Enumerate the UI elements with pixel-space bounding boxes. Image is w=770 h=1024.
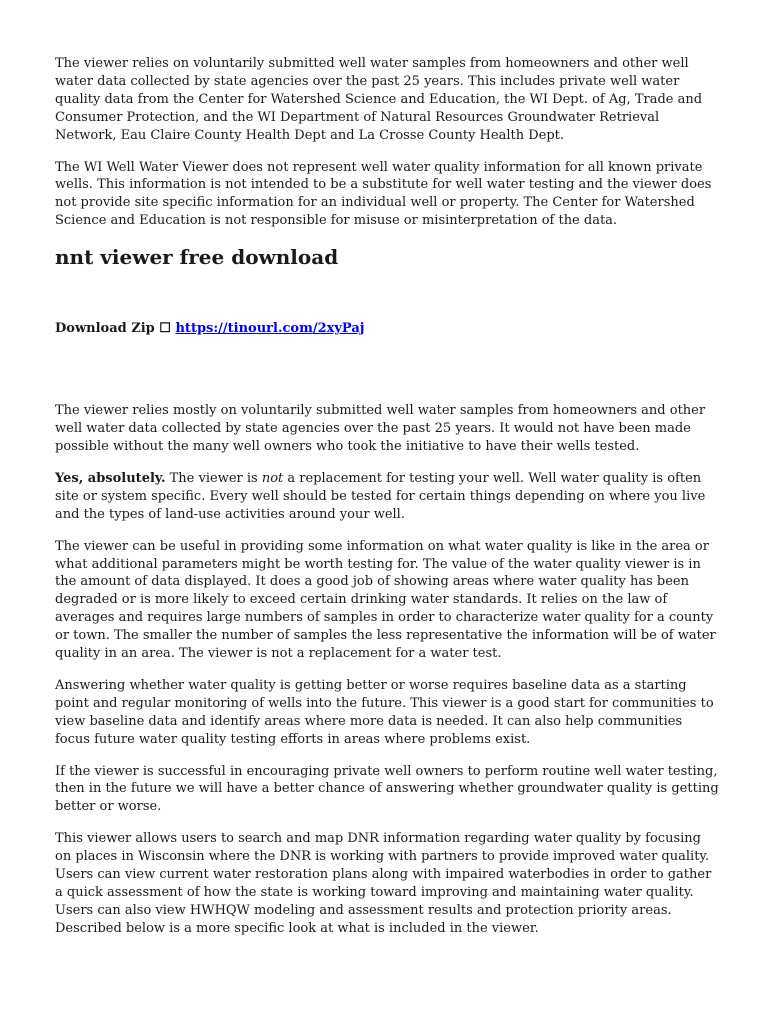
document-page xyxy=(55,55,720,952)
body-paragraph-5: If the viewer is successful in encouraging private well owners to perform routine well water testing, then in the future we will have a better chance of answering whether groundwater quality is getting better or worse. xyxy=(55,763,719,815)
text-run: a replacement for testing your well. Well water quality is often site or system specific. Every well should be tested for certain things depending on where you live and the types of land-use activities around your well. xyxy=(55,470,706,522)
body-paragraph-4: Answering whether water quality is getting better or worse requires baseline data as a starting point and regular monitoring of wells into the future. This viewer is a good start for communities to view baseline data and identify areas where more data is needed. It can also help communities focus future water quality testing efforts in areas where problems exist. xyxy=(55,677,714,747)
download-link[interactable]: https://tinourl.com/2xyPaj xyxy=(175,321,365,337)
body-paragraph-2 xyxy=(55,470,720,524)
intro-paragraph-2: The WI Well Water Viewer does not represent well water quality information for all known private wells. This information is not intended to be a substitute for well water testing and the viewer does not provide site specific information for an individual well or property. The Center for Watershed Science and Education is not responsible for misuse or misinterpretation of the data. xyxy=(55,159,712,229)
page-heading: nnt viewer free download xyxy=(55,245,339,270)
emphasis-not: not xyxy=(261,470,284,486)
text-run: The viewer is xyxy=(165,470,262,486)
body-paragraph-3: The viewer can be useful in providing some information on what water quality is like in the area or what additional parameters might be worth testing for. The value of the water quality viewer is in the amount of data displayed. It does a good job of showing areas where water quality has been degraded or is more likely to exceed certain drinking water standards. It relies on the law of averages and requires large numbers of samples in order to characterize water quality for a county or town. The smaller the number of samples the less representative the information will be of water quality in an area. The viewer is not a replacement for a water test. xyxy=(55,538,716,662)
body-paragraph-6: This viewer allows users to search and map DNR information regarding water quality by focusing on places in Wisconsin where the DNR is working with partners to provide improved water quality. Users can view current water restoration plans along with impaired waterbodies in order to gather a quick assessment of how the state is working toward improving and maintaining water quality. Users can also view HWHQW modeling and assessment results and protection priority areas. Described below is a more specific look at what is included in the viewer. xyxy=(55,831,712,936)
emphasis-answer: Yes, absolutely. xyxy=(55,470,166,486)
body-paragraph-1: The viewer relies mostly on voluntarily submitted well water samples from homeowners and other well water data collected by state agencies over the past 25 years. It would not have been made possible without the many well owners who took the initiative to have their wells tested. xyxy=(55,403,706,454)
box-icon: ☐ xyxy=(159,321,171,337)
intro-paragraph-1: The viewer relies on voluntarily submitted well water samples from homeowners and other well water data collected by state agencies over the past 25 years. This includes private well water quality data from the Center for Watershed Science and Education, the WI Dept. of Ag, Trade and Consumer Protection, and the WI Department of Natural Resources Groundwater Retrieval Network, Eau Claire County Health Dept and La Crosse County Health Dept. xyxy=(55,56,703,143)
download-label: Download Zip xyxy=(55,321,155,337)
download-line xyxy=(55,320,720,338)
spacer xyxy=(55,338,720,402)
